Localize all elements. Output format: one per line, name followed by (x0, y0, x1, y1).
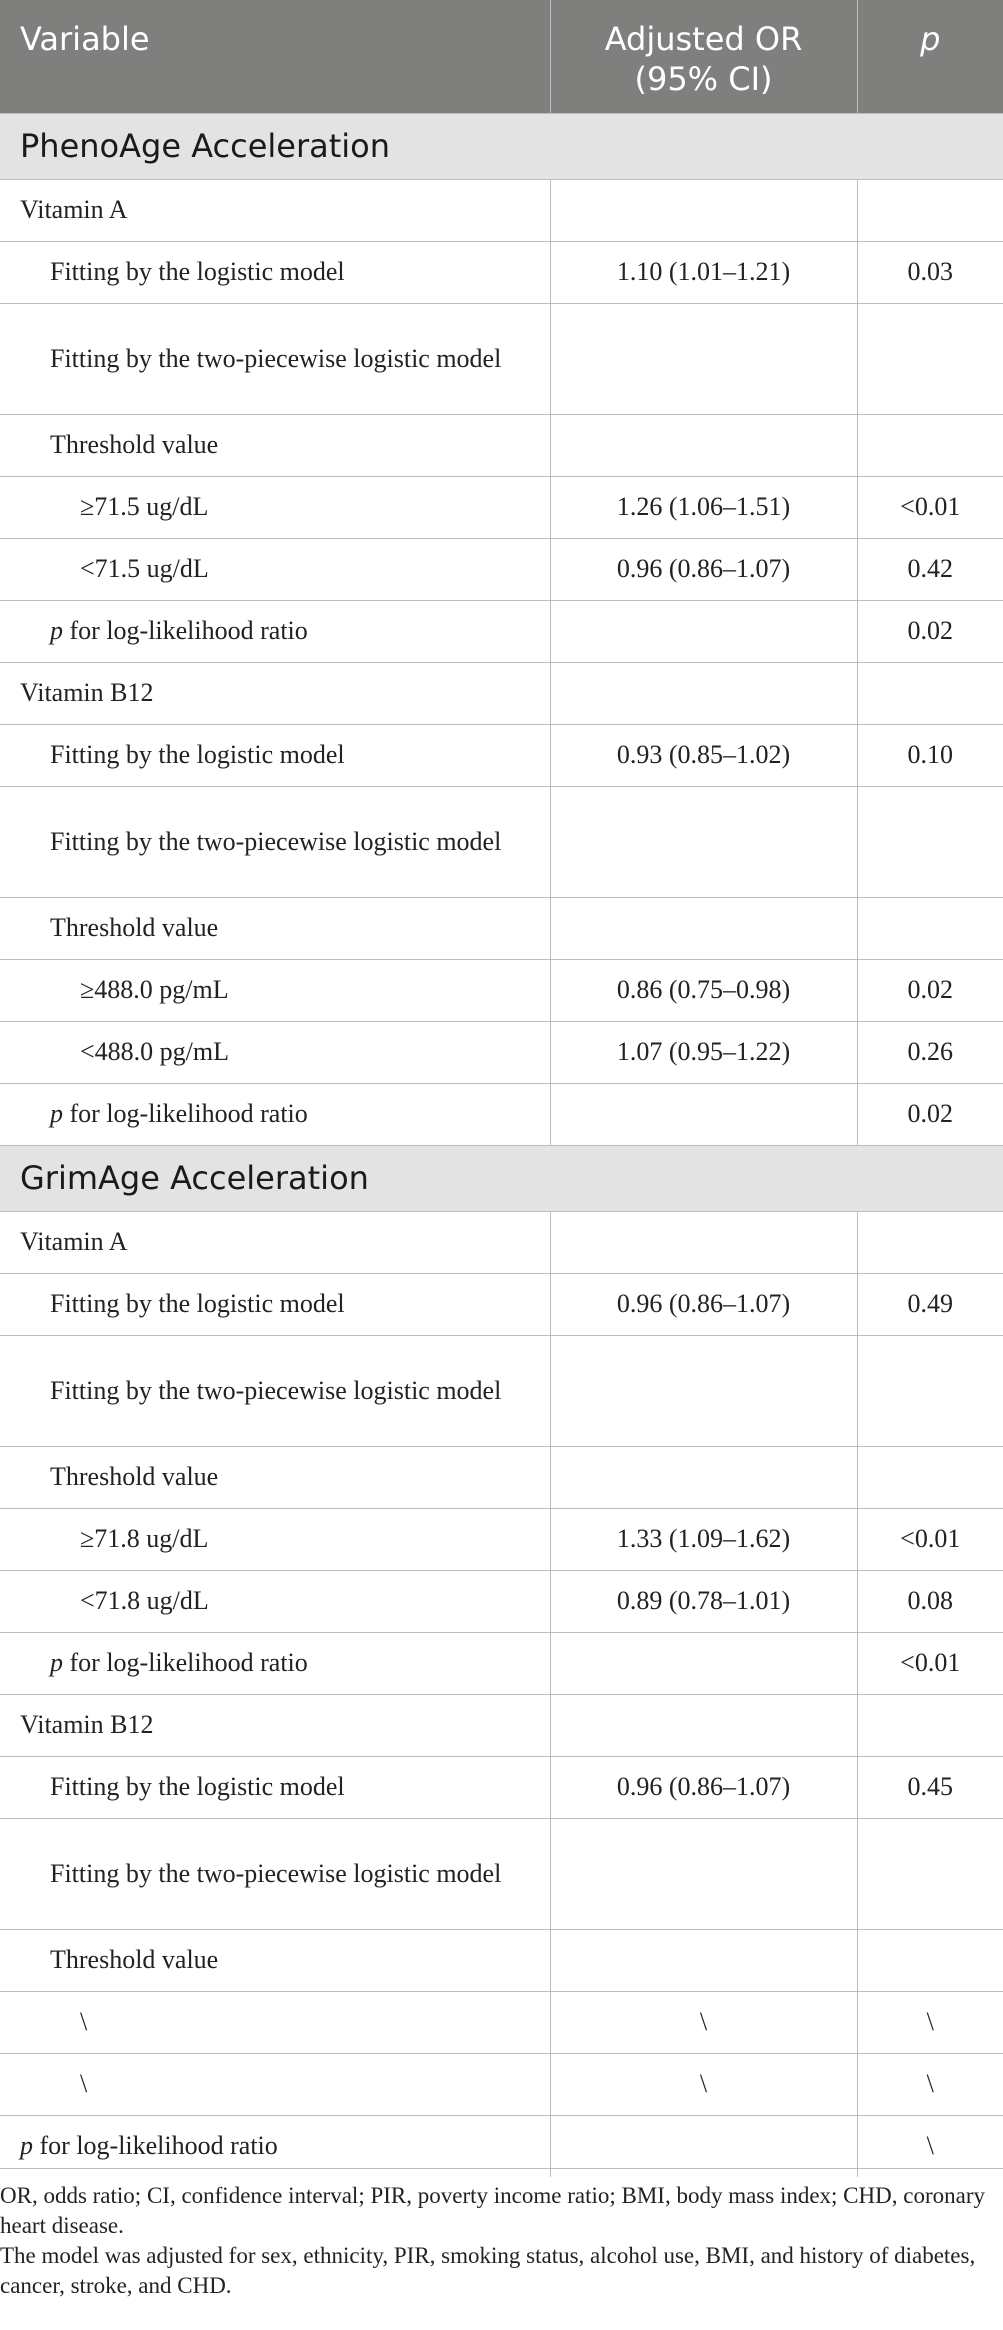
row-label-italic-p: p (20, 2131, 33, 2161)
row-or (550, 662, 857, 724)
row-label: ≥71.5 ug/dL (0, 476, 550, 538)
row-or: 1.26 (1.06–1.51) (550, 476, 857, 538)
row-label-italic-p: p (50, 1648, 63, 1677)
row-label: \ (0, 1991, 550, 2053)
row-label: Fitting by the two-piecewise logistic model (0, 1335, 550, 1446)
row-p (857, 897, 1003, 959)
row-label: Fitting by the logistic model (0, 241, 550, 303)
table-row (0, 600, 1003, 662)
row-p: 0.26 (857, 1021, 1003, 1083)
section-title: GrimAge Acceleration (0, 1145, 1003, 1211)
table-row (0, 897, 1003, 959)
row-label-text: for log-likelihood ratio (33, 2131, 278, 2161)
row-p: \ (857, 2053, 1003, 2115)
row-label-italic-p: p (50, 616, 63, 645)
row-p (857, 303, 1003, 414)
table-row (0, 1446, 1003, 1508)
row-or (550, 1083, 857, 1145)
table-row (0, 1211, 1003, 1273)
row-label: Threshold value (0, 897, 550, 959)
row-or (550, 303, 857, 414)
row-p: 0.10 (857, 724, 1003, 786)
row-or: 1.07 (0.95–1.22) (550, 1021, 857, 1083)
row-or: 1.10 (1.01–1.21) (550, 241, 857, 303)
row-label: Threshold value (0, 1446, 550, 1508)
row-p (857, 662, 1003, 724)
row-p (857, 179, 1003, 241)
row-or: 0.96 (0.86–1.07) (550, 1273, 857, 1335)
row-p: 0.02 (857, 600, 1003, 662)
row-or: 0.96 (0.86–1.07) (550, 538, 857, 600)
table-row (0, 1632, 1003, 1694)
row-label (0, 1083, 550, 1145)
row-p (857, 1211, 1003, 1273)
row-p: <0.01 (857, 1508, 1003, 1570)
table-row (0, 1021, 1003, 1083)
row-label: ≥71.8 ug/dL (0, 1508, 550, 1570)
table-row (0, 414, 1003, 476)
row-label: Vitamin B12 (0, 662, 550, 724)
row-p (857, 1694, 1003, 1756)
table-row (0, 724, 1003, 786)
row-or (550, 897, 857, 959)
row-p: 0.49 (857, 1273, 1003, 1335)
row-or: \ (550, 2053, 857, 2115)
header-variable: Variable (0, 0, 550, 113)
table-row (0, 959, 1003, 1021)
table-row (0, 2053, 1003, 2115)
section-row-phenoage (0, 113, 1003, 179)
table-row (0, 179, 1003, 241)
table-row (0, 241, 1003, 303)
table-row (0, 1083, 1003, 1145)
row-or (550, 1335, 857, 1446)
table-row (0, 303, 1003, 414)
row-or (550, 1818, 857, 1929)
row-p: 0.08 (857, 1570, 1003, 1632)
header-p: p (857, 0, 1003, 113)
row-label: Threshold value (0, 1929, 550, 1991)
footnote-abbreviations: OR, odds ratio; CI, confidence interval; PIR, poverty income ratio; BMI, body mass index; CHD, coronary heart disease. (0, 2183, 985, 2238)
row-or: 0.96 (0.86–1.07) (550, 1756, 857, 1818)
row-label-text: for log-likelihood ratio (63, 1648, 308, 1677)
row-p (857, 414, 1003, 476)
row-p: 0.02 (857, 959, 1003, 1021)
table-row (0, 1273, 1003, 1335)
row-or (550, 179, 857, 241)
row-or: 0.86 (0.75–0.98) (550, 959, 857, 1021)
row-label: Fitting by the logistic model (0, 1756, 550, 1818)
row-label: <488.0 pg/mL (0, 1021, 550, 1083)
row-p (857, 1335, 1003, 1446)
row-label: Threshold value (0, 414, 550, 476)
row-p: <0.01 (857, 476, 1003, 538)
row-or (550, 786, 857, 897)
table-row (0, 1694, 1003, 1756)
table-row (0, 1991, 1003, 2053)
row-or (550, 414, 857, 476)
table-row (0, 1929, 1003, 1991)
header-adjusted-or: Adjusted OR (95% CI) (550, 0, 857, 113)
table-row (0, 476, 1003, 538)
row-label (0, 600, 550, 662)
row-p (857, 786, 1003, 897)
row-or (550, 600, 857, 662)
table-row (0, 1570, 1003, 1632)
row-or (550, 1694, 857, 1756)
table-row (0, 1335, 1003, 1446)
row-label: Vitamin A (0, 179, 550, 241)
row-label-italic-p: p (50, 1099, 63, 1128)
row-label: \ (0, 2053, 550, 2115)
table-row (0, 662, 1003, 724)
row-label: ≥488.0 pg/mL (0, 959, 550, 1021)
table-row (0, 1508, 1003, 1570)
row-label: Fitting by the logistic model (0, 724, 550, 786)
row-p: 0.42 (857, 538, 1003, 600)
row-label-text: for log-likelihood ratio (63, 616, 308, 645)
table-row (0, 786, 1003, 897)
row-label: Fitting by the two-piecewise logistic model (0, 303, 550, 414)
row-or (550, 1632, 857, 1694)
row-label: Fitting by the two-piecewise logistic model (0, 786, 550, 897)
row-p (857, 1818, 1003, 1929)
footnote-adjustment: The model was adjusted for sex, ethnicity, PIR, smoking status, alcohol use, BMI, and history of diabetes, cancer, stroke, and CHD. (0, 2243, 976, 2298)
row-p: <0.01 (857, 1632, 1003, 1694)
row-or: \ (550, 1991, 857, 2053)
row-or: 1.33 (1.09–1.62) (550, 1508, 857, 1570)
row-label-text: for log-likelihood ratio (63, 1099, 308, 1128)
table-footnotes (0, 2168, 1003, 2301)
row-or (550, 1929, 857, 1991)
row-p (857, 1929, 1003, 1991)
row-or: 0.89 (0.78–1.01) (550, 1570, 857, 1632)
row-p: 0.02 (857, 1083, 1003, 1145)
row-or: 0.93 (0.85–1.02) (550, 724, 857, 786)
row-p: \ (857, 2115, 1003, 2177)
row-label (0, 1632, 550, 1694)
row-label: Vitamin A (0, 1211, 550, 1273)
row-p: 0.45 (857, 1756, 1003, 1818)
table-row (0, 1756, 1003, 1818)
row-label: <71.5 ug/dL (0, 538, 550, 600)
table-row (0, 538, 1003, 600)
row-p: 0.03 (857, 241, 1003, 303)
row-p: \ (857, 1991, 1003, 2053)
row-label: <71.8 ug/dL (0, 1570, 550, 1632)
row-or (550, 1446, 857, 1508)
row-or (550, 1211, 857, 1273)
row-label: Vitamin B12 (0, 1694, 550, 1756)
row-p (857, 1446, 1003, 1508)
row-label: Fitting by the logistic model (0, 1273, 550, 1335)
table-row (0, 1818, 1003, 1929)
row-label: Fitting by the two-piecewise logistic model (0, 1818, 550, 1929)
section-row-grimage (0, 1145, 1003, 1211)
section-title: PhenoAge Acceleration (0, 113, 1003, 179)
header-row (0, 0, 1003, 113)
